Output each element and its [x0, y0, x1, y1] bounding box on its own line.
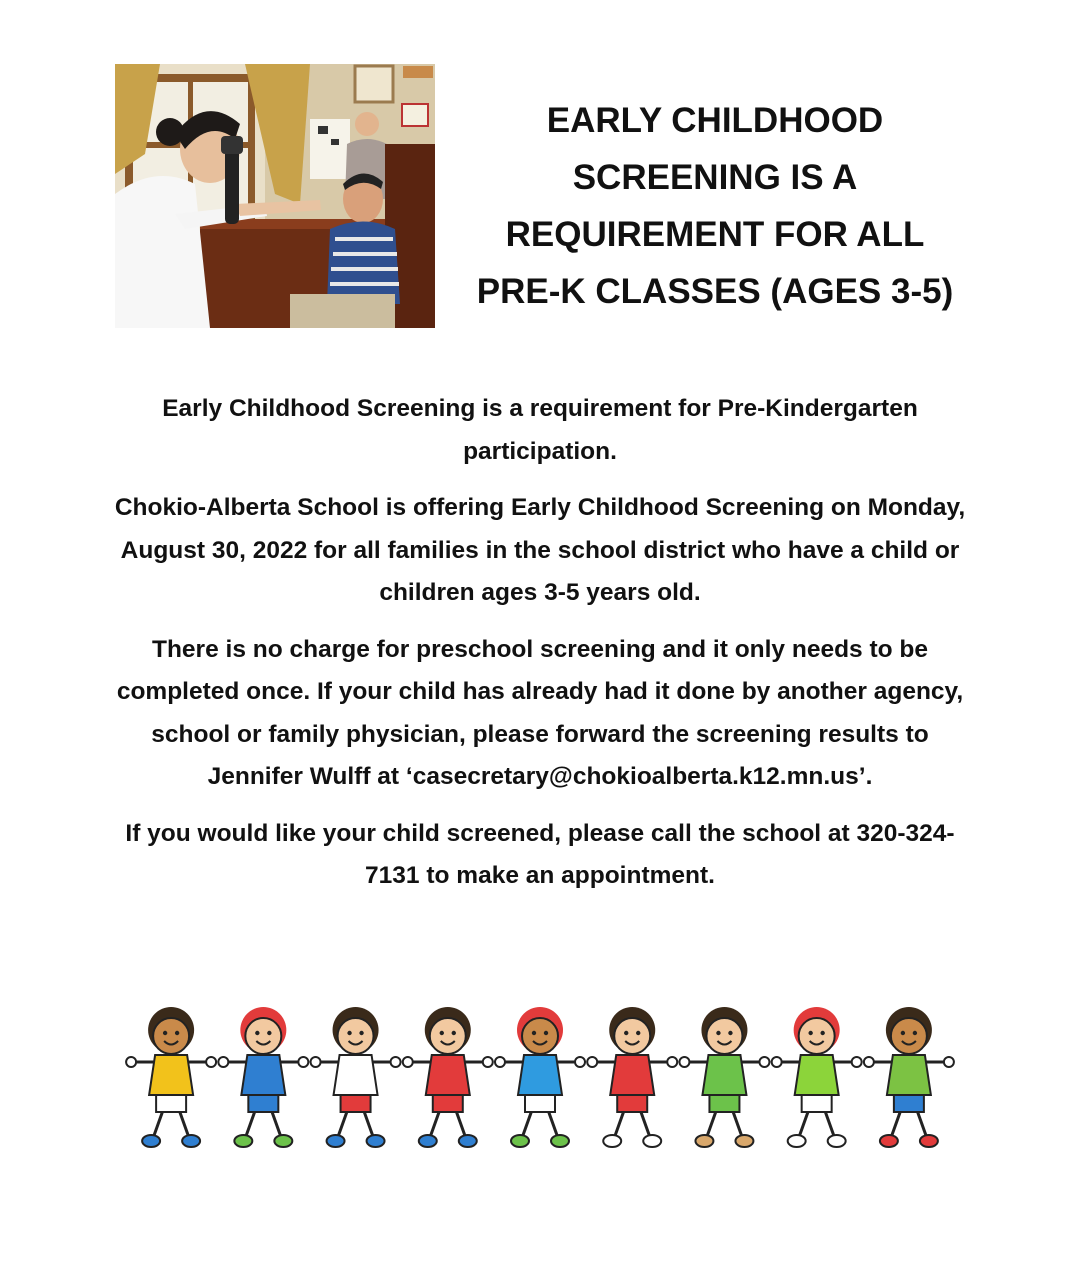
no-charge-paragraph: There is no charge for preschool screening and it only needs to be completed once. If your child has already had it done by another agency, school or family physician, please forward the screening results to Jennifer Wulff at ‘casecretary@chokioalberta.k12.mn.us’.: [116, 635, 964, 790]
children-illustration: [125, 1000, 955, 1160]
cartoon-child: [311, 1007, 401, 1147]
title-line-2: SCREENING IS A: [572, 158, 858, 197]
cartoon-child: [218, 1007, 308, 1147]
cartoon-child: [403, 1007, 493, 1147]
cartoon-child: [772, 1007, 862, 1147]
title-line-3: REQUIREMENT FOR ALL: [505, 215, 925, 254]
title-line-1: EARLY CHILDHOOD: [546, 101, 884, 140]
requirement-paragraph: Early Childhood Screening is a requirement for Pre-Kindergarten participation.: [162, 395, 918, 465]
offering-paragraph: Chokio-Alberta School is offering Early Childhood Screening on Monday, August 30, 2022 for all families in the school district who have a child or children ages 3-5 years old.: [114, 494, 966, 606]
cartoon-child: [126, 1007, 216, 1147]
title-line-4: PRE-K CLASSES (AGES 3-5): [476, 272, 954, 311]
cartoon-child: [495, 1007, 585, 1147]
cartoon-child: [587, 1007, 677, 1147]
cartoon-child: [864, 1007, 954, 1147]
appointment-paragraph: If you would like your child screened, please call the school at 320-324-7131 to make an appointment.: [125, 819, 955, 889]
eye-exam-photo: [115, 64, 435, 328]
announcement-body: [105, 388, 975, 912]
page-title: [455, 92, 975, 320]
cartoon-child: [679, 1007, 769, 1147]
